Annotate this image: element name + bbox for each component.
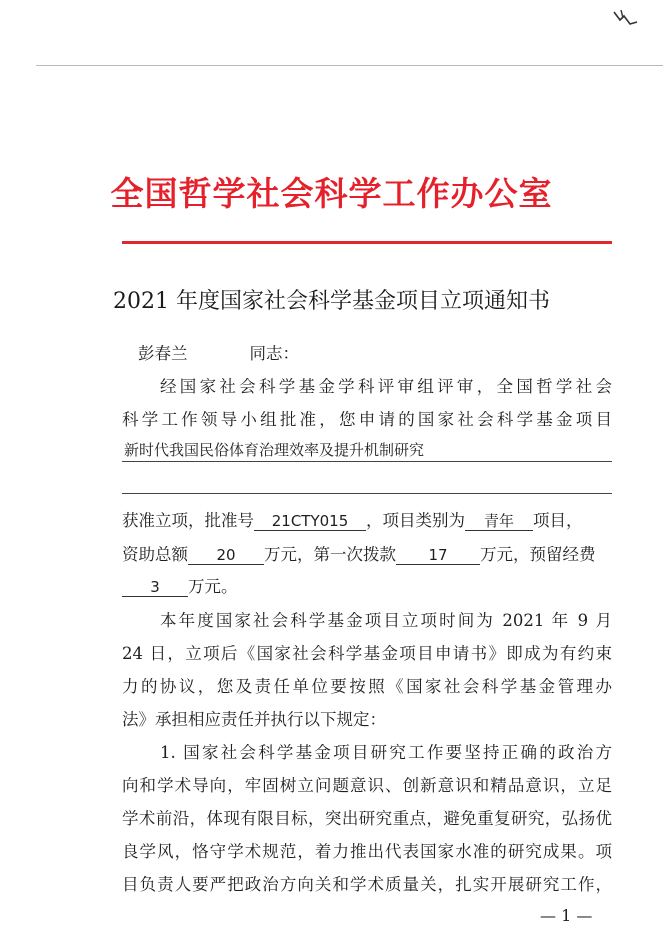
- first-payment: 17: [396, 546, 480, 565]
- funding-label: 资助总额: [122, 545, 188, 564]
- intro-line-1: 经国家社会科学基金学科评审组评审，全国哲学社会: [160, 377, 612, 396]
- approval-number: 21CTY015: [254, 512, 366, 531]
- reserve-unit: 万元。: [188, 577, 238, 596]
- first-payment-label: 万元，第一次拨款: [264, 545, 396, 564]
- paragraph2-line-2: 24 日，立项后《国家社会科学基金项目申请书》即成为有约束: [122, 644, 612, 663]
- page-number: — 1 —: [540, 906, 593, 925]
- total-funding: 20: [188, 546, 264, 565]
- funding-line: [122, 545, 596, 565]
- paragraph2-line-1: 本年度国家社会科学基金项目立项时间为 2021 年 9 月: [160, 611, 612, 630]
- category-label: ，项目类别为: [366, 511, 465, 530]
- approval-prefix: 获准立项，批准号: [122, 511, 254, 530]
- project-category: 青年: [465, 512, 533, 531]
- rule1-line-4: 良学风，恪守学术规范，着力推出代表国家水准的研究成果。项: [122, 842, 612, 861]
- category-suffix: 项目，: [533, 511, 583, 530]
- salutation: 同志：: [249, 344, 299, 363]
- approval-line: [122, 511, 583, 531]
- rule1-line-3: 学术前沿，体现有限目标，突出研究重点，避免重复研究，弘扬优: [122, 809, 612, 828]
- project-name-underline-1: [122, 461, 612, 462]
- top-divider: [36, 65, 663, 66]
- rule1-line-2: 向和学术导向，牢固树立问题意识、创新意识和精品意识，立足: [122, 776, 612, 795]
- rule1-line-1: 1. 国家社会科学基金项目研究工作要坚持正确的政治方: [160, 743, 612, 762]
- paragraph2-line-3: 力的协议，您及责任单位要按照《国家社会科学基金管理办: [122, 677, 612, 696]
- red-divider: [122, 241, 612, 244]
- reserve-line: [122, 577, 238, 597]
- paragraph2-line-4: 法》承担相应责任并执行以下规定：: [122, 710, 386, 729]
- reserve-funding: 3: [122, 578, 188, 597]
- org-title: 全国哲学社会科学工作办公室: [110, 174, 553, 213]
- reserve-label: 万元，预留经费: [480, 545, 596, 564]
- salutation-line: [138, 344, 299, 364]
- recipient-name: 彭春兰: [138, 344, 188, 363]
- document-title: 2021 年度国家社会科学基金项目立项通知书: [113, 289, 550, 314]
- project-name-underline-2: [122, 493, 612, 494]
- intro-line-2: 科学工作领导小组批准，您申请的国家社会科学基金项目: [122, 410, 612, 429]
- scan-mark-icon: [610, 6, 640, 30]
- project-name: 新时代我国民俗体育治理效率及提升机制研究: [124, 441, 425, 459]
- rule1-line-5: 目负责人要严把政治方向关和学术质量关，扎实开展研究工作，: [122, 875, 612, 894]
